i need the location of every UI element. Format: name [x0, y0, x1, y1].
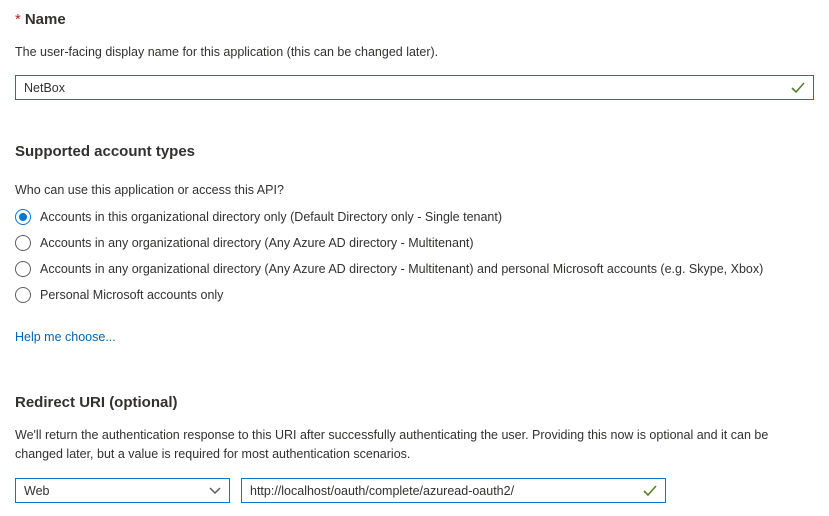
name-input-container	[15, 75, 814, 100]
redirect-uri-title: Redirect URI (optional)	[15, 394, 178, 411]
radio-label: Accounts in any organizational directory (Any Azure AD directory - Multitenant) and personal Microsoft accounts (e.g. Skype, Xbox)	[40, 262, 764, 276]
platform-select[interactable]	[15, 478, 230, 503]
check-icon	[791, 82, 813, 94]
name-input[interactable]	[16, 81, 791, 95]
radio-button-icon[interactable]	[15, 287, 31, 303]
redirect-uri-input[interactable]	[242, 484, 643, 498]
radio-multitenant-personal[interactable]	[15, 256, 814, 282]
redirect-uri-description: We'll return the authentication response to this URI after successfully authenticating the user. Providing this now is optional and it can be changed later, but a value is required for most authentication scenarios.	[15, 428, 769, 461]
radio-label: Accounts in any organizational directory (Any Azure AD directory - Multitenant)	[40, 236, 474, 250]
supported-account-types-title: Supported account types	[15, 143, 196, 160]
radio-label: Accounts in this organizational directory only (Default Directory only - Single tenant)	[40, 210, 503, 224]
redirect-uri-input-container	[241, 478, 666, 503]
account-types-question: Who can use this application or access this API?	[15, 183, 284, 197]
radio-label: Personal Microsoft accounts only	[40, 288, 224, 302]
radio-single-tenant[interactable]	[15, 204, 814, 230]
radio-button-icon[interactable]	[15, 235, 31, 251]
check-icon	[643, 485, 665, 497]
name-label-text: Name	[24, 11, 66, 28]
account-types-radio-group	[15, 204, 814, 308]
chevron-down-icon	[209, 487, 221, 494]
redirect-uri-controls	[15, 478, 814, 503]
help-me-choose-link[interactable]: Help me choose...	[15, 330, 116, 344]
name-field-label	[15, 10, 814, 30]
radio-multitenant[interactable]	[15, 230, 814, 256]
radio-button-icon[interactable]	[15, 209, 31, 225]
platform-selected-value: Web	[24, 483, 50, 498]
radio-personal-only[interactable]	[15, 282, 814, 308]
help-link-container	[15, 328, 814, 346]
name-field-description: The user-facing display name for this application (this can be changed later).	[15, 45, 439, 59]
radio-button-icon[interactable]	[15, 261, 31, 277]
required-asterisk: *	[15, 11, 21, 28]
